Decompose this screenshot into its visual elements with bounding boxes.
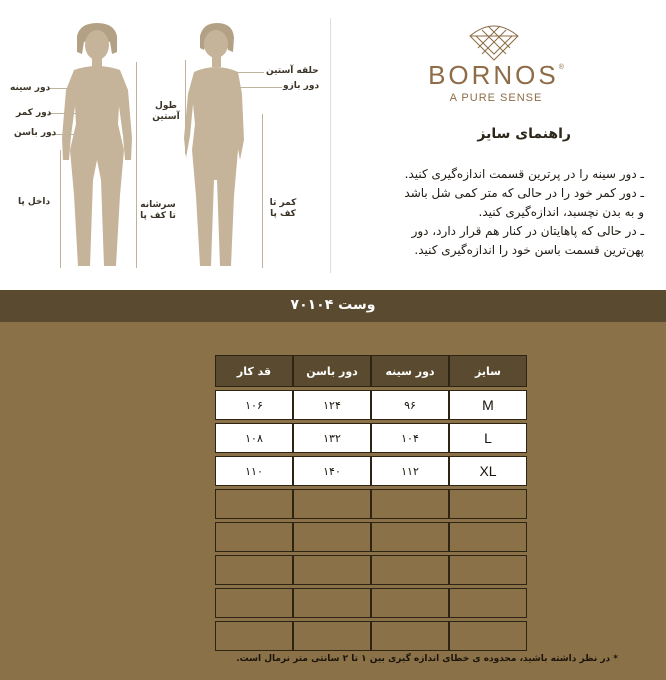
product-title-bar	[0, 290, 666, 322]
table-row	[215, 390, 527, 420]
brand-name	[411, 60, 581, 91]
cell-bust: ۹۶	[371, 390, 449, 420]
label-inseam: داخل پا	[18, 197, 51, 207]
table-row	[215, 423, 527, 453]
table-row	[215, 456, 527, 486]
cell-size: L	[449, 423, 527, 453]
product-title: وست ۷۰۱۰۴	[290, 297, 376, 313]
bust-pointer	[48, 88, 78, 89]
table-header-row	[215, 355, 527, 387]
side-body-figure	[176, 20, 256, 270]
measurement-note: * در نظر داشته باشید، محدوده ی خطای اندازه گیری بین ۱ تا ۲ سانتی متر نرمال است.	[236, 654, 618, 664]
instruction-line: و به بدن نچسبد، اندازه‌گیری کنید.	[478, 205, 644, 219]
brand-tagline: A PURE SENSE	[449, 92, 543, 104]
guide-instructions	[324, 165, 644, 260]
header-size: سایز	[449, 355, 527, 387]
cell-bust: ۱۱۲	[371, 456, 449, 486]
cell-size: XL	[449, 456, 527, 486]
label-arm: دور بازو	[283, 81, 320, 91]
inseam-line	[60, 150, 61, 268]
table-row-empty	[215, 621, 527, 651]
table-row-empty	[215, 588, 527, 618]
label-waist-to-floor-1: کمر تا	[269, 198, 297, 208]
label-waist: دور کمر	[16, 108, 52, 118]
header-bust: دور سینه	[371, 355, 449, 387]
header-length: قد کار	[215, 355, 293, 387]
arm-pointer	[236, 87, 282, 88]
sleeve-line	[185, 60, 186, 154]
armhole-pointer	[236, 72, 264, 73]
brand-wordmark: BORNOS	[428, 60, 559, 90]
label-hip: دور باسن	[14, 128, 57, 138]
label-bust: دور سینه	[10, 83, 51, 93]
waist-pointer	[48, 113, 82, 114]
label-sleeve-length-1: طول	[155, 101, 177, 111]
cell-hip: ۱۳۲	[293, 423, 371, 453]
label-sleeve-length	[148, 101, 184, 123]
guide-title: راهنمای سایز	[477, 126, 571, 142]
registered-mark: ®	[558, 64, 564, 71]
label-shoulder-to-ankle-2: تا کف پا	[140, 211, 176, 221]
top-section	[0, 0, 666, 290]
table-row-empty	[215, 522, 527, 552]
instruction-line: ـ در حالی که پاهایتان در کنار هم قرار دارد، دور	[411, 224, 644, 238]
label-sleeve-length-2: آستین	[152, 112, 180, 122]
instruction-line: ـ دور سینه را در پرترین قسمت اندازه‌گیری کنید.	[404, 167, 644, 181]
cell-bust: ۱۰۴	[371, 423, 449, 453]
instruction-line: پهن‌ترین قسمت باسن خود را اندازه‌گیری کنید.	[414, 243, 644, 257]
label-waist-to-floor-2: کف پا	[270, 209, 296, 219]
shoulder-floor-line	[136, 62, 137, 268]
cell-size: M	[449, 390, 527, 420]
label-shoulder-to-ankle-1: سرشانه	[140, 200, 176, 210]
waist-floor-line	[262, 114, 263, 268]
cell-length: ۱۱۰	[215, 456, 293, 486]
size-table	[215, 355, 527, 651]
instruction-line: ـ دور کمر خود را در حالی که متر کمی شل باشد	[404, 186, 644, 200]
label-armhole: حلقه آستین	[266, 66, 319, 76]
table-row-empty	[215, 489, 527, 519]
bornos-logo-icon	[466, 18, 522, 62]
front-body-figure	[52, 20, 142, 270]
cell-length: ۱۰۸	[215, 423, 293, 453]
cell-length: ۱۰۶	[215, 390, 293, 420]
cell-hip: ۱۴۰	[293, 456, 371, 486]
label-waist-to-floor	[266, 198, 300, 220]
table-row-empty	[215, 555, 527, 585]
cell-hip: ۱۲۴	[293, 390, 371, 420]
label-shoulder-to-ankle	[138, 200, 178, 222]
header-hip: دور باسن	[293, 355, 371, 387]
